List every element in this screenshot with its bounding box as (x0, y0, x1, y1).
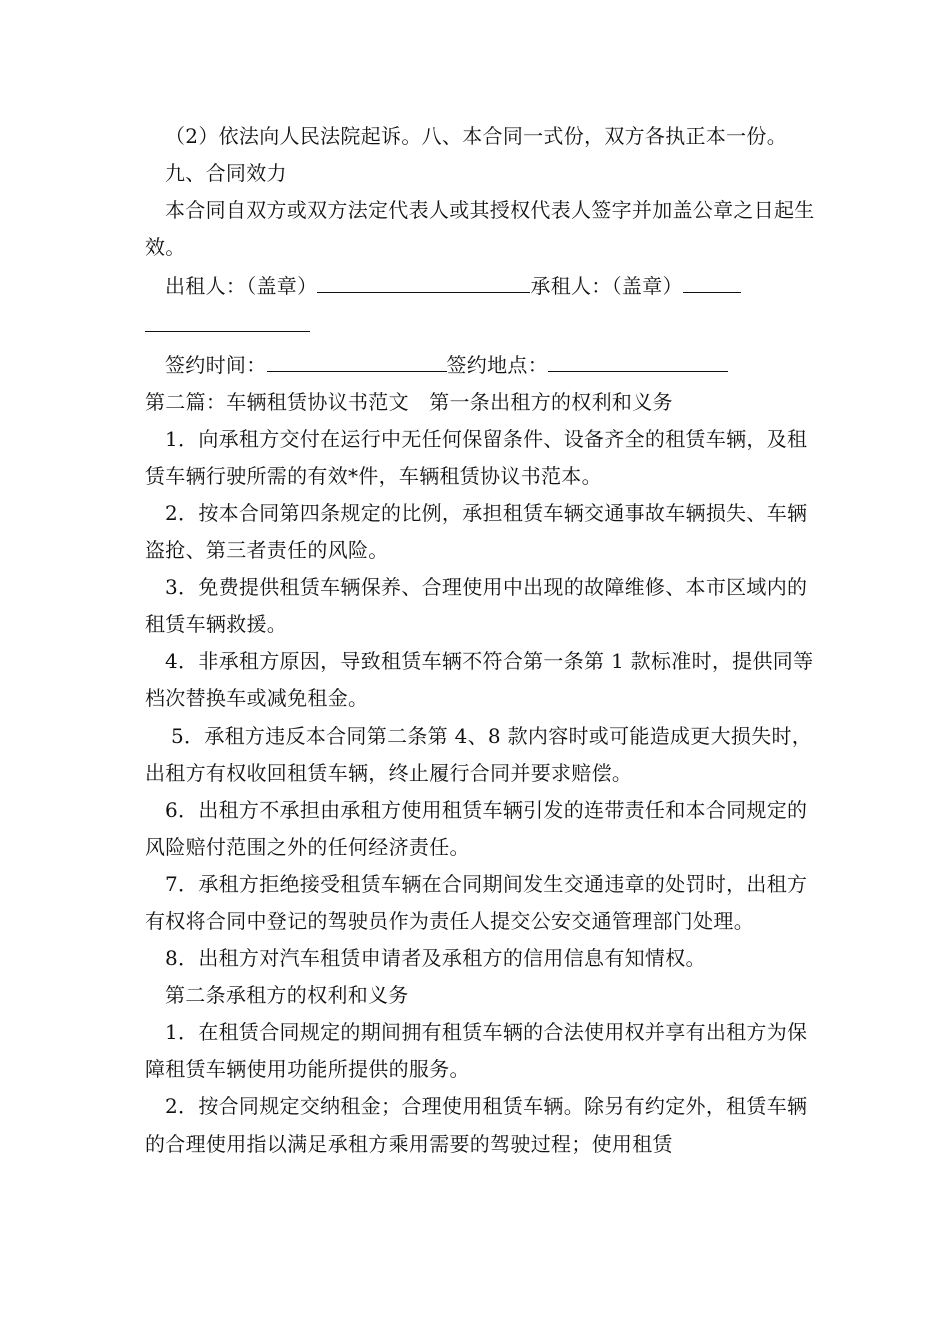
lessor-item-5: 5．承租方违反本合同第二条第 4、8 款内容时或可能造成更大损失时，出租方有权收回租赁车辆，终止履行合同并要求赔偿。 (145, 723, 813, 785)
lessor-item-3: 3．免费提供租赁车辆保养、合理使用中出现的故障维修、本市区域内的租赁车辆救援。 (145, 575, 808, 637)
signing-place-label: 签约地点： (446, 352, 548, 377)
lessee-item-1: 1．在租赁合同规定的期间拥有租赁车辆的合法使用权并享有出租方为保障租赁车辆使用功能所提供的服务。 (145, 1020, 808, 1082)
signing-place-blank (548, 345, 728, 372)
lessor-item-8: 8．出租方对汽车租赁申请者及承租方的信用信息有知情权。 (165, 946, 706, 971)
lessor-seal-label: 出租人：（盖章） (165, 274, 318, 299)
signature-continuation-line (145, 305, 815, 344)
lessor-item-7: 7．承租方拒绝接受租赁车辆在合同期间发生交通违章的处罚时，出租方有权将合同中登记的驾驶员作为责任人提交公安交通管理部门处理。 (145, 871, 808, 933)
lessor-item-6: 6．出租方不承担由承租方使用租赁车辆引发的连带责任和本合同规定的风险赔付范围之外的任何经济责任。 (145, 797, 808, 859)
signing-date-label: 签约时间： (165, 352, 267, 377)
lessee-item-2: 2．按合同规定交纳租金；合理使用租赁车辆。除另有约定外，租赁车辆的合理使用指以满足承租方乘用需要的驾驶过程；使用租赁 (145, 1094, 808, 1156)
signing-info-line (145, 345, 815, 384)
lessee-signature-blank-continued (145, 305, 310, 332)
lessor-item-1: 1．向承租方交付在运行中无任何保留条件、设备齐全的租赁车辆，及租赁车辆行驶所需的有效*件，车辆租赁协议书范本。 (145, 426, 808, 488)
signing-date-blank (267, 345, 447, 372)
paragraph-effective-date: 本合同自双方或双方法定代表人或其授权代表人签字并加盖公章之日起生效。 (145, 198, 815, 260)
lessee-signature-blank (683, 266, 741, 293)
lessor-signature-blank (317, 266, 530, 293)
signature-parties-line (145, 266, 815, 305)
lessee-section-heading: 第二条承租方的权利和义务 (165, 983, 409, 1008)
lessee-seal-label: 承租人：（盖章） (530, 274, 683, 299)
heading-contract-validity: 九、合同效力 (165, 161, 287, 186)
lessor-item-2: 2．按本合同第四条规定的比例，承担租赁车辆交通事故车辆损失、车辆盗抢、第三者责任的风险。 (145, 500, 808, 563)
section-heading: 第二篇：车辆租赁协议书范文 第一条出租方的权利和义务 (145, 389, 673, 414)
document-body (145, 118, 815, 1163)
lessor-item-4: 4．非承租方原因，导致租赁车辆不符合第一条第 1 款标准时，提供同等档次替换车或减免租金。 (145, 649, 814, 711)
paragraph-lawsuit: （2）依法向人民法院起诉。八、本合同一式份，双方各执正本一份。 (165, 124, 788, 148)
